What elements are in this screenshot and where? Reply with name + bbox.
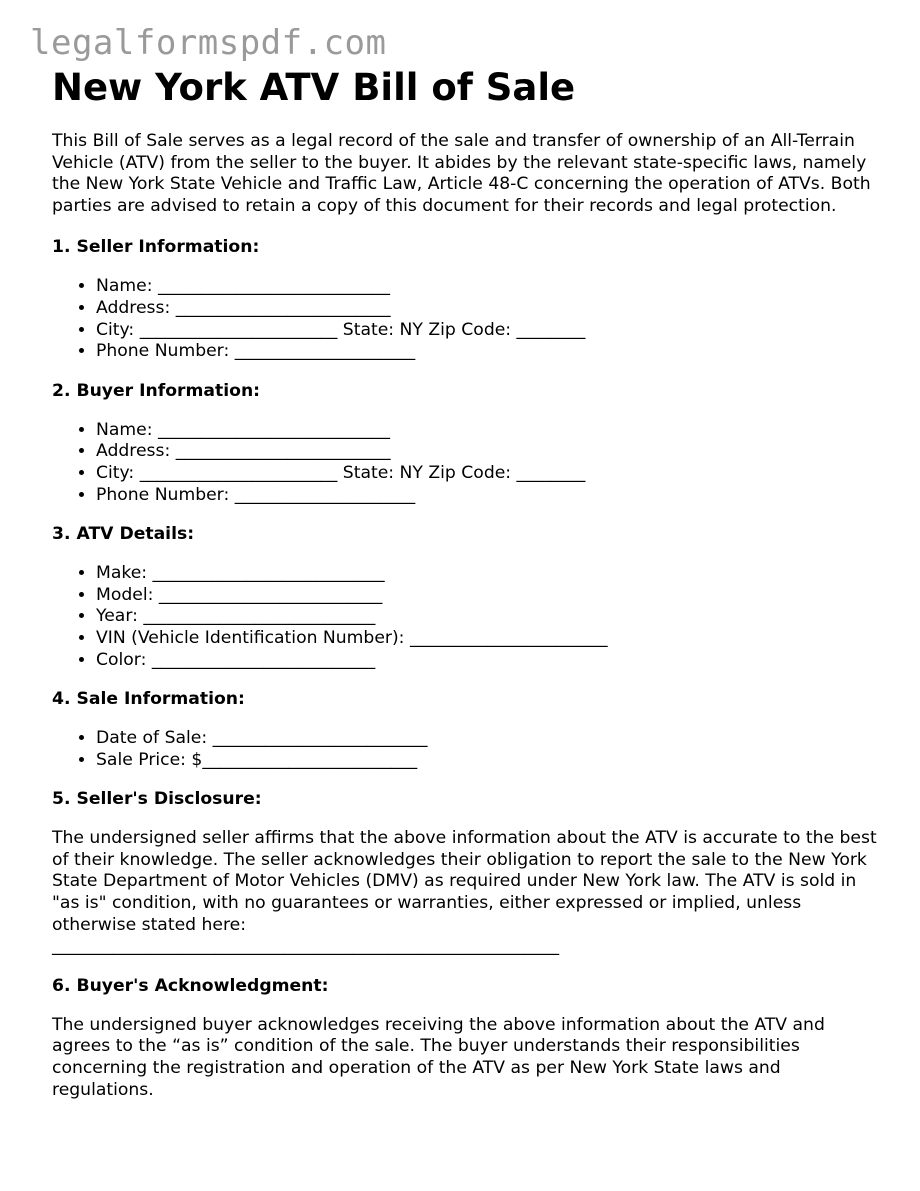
seller-disclosure-text: The undersigned seller affirms that the above information about the ATV is accurate to the best of their knowledge. The seller acknowledges their obligation to report the sale to the New York State Department of Motor Vehicles (DMV) as required under New York law. The ATV is sold in "as is" condition, with no guarantees or warranties, either expressed or implied, unless otherwise stated here: [52,828,877,935]
atv-color-field: • Color: __________________________ [96,650,882,672]
seller-address-field: • Address: _________________________ [96,298,882,320]
seller-info-list [52,276,882,362]
sale-info-list [52,728,882,771]
buyer-phone-field: • Phone Number: _____________________ [96,485,882,507]
document-page [52,64,882,1101]
atv-vin-field: • VIN (Vehicle Identification Number): _______________________ [96,628,882,650]
page-title: New York ATV Bill of Sale [52,66,576,109]
buyer-info-heading: 2. Buyer Information: [52,380,261,401]
seller-phone-field: • Phone Number: _____________________ [96,341,882,363]
seller-disclosure-heading: 5. Seller's Disclosure: [52,789,262,810]
disclosure-blank-line: ___________________________________________________________ [52,936,560,957]
buyer-info-list [52,420,882,506]
atv-model-field: • Model: __________________________ [96,585,882,607]
atv-details-heading: 3. ATV Details: [52,524,195,545]
buyer-acknowledgment-text: The undersigned buyer acknowledges receiving the above information about the ATV and agrees to the “as is” condition of the sale. The buyer understands their responsibilities concerning the registration and operation of the ATV as per New York State laws and regulations. [52,1014,825,1100]
watermark: legalformspdf.com [30,23,387,63]
atv-year-field: • Year: ___________________________ [96,606,882,628]
buyer-acknowledgment-heading: 6. Buyer's Acknowledgment: [52,975,329,996]
buyer-city-state-zip-field: • City: _______________________ State: NY Zip Code: ________ [96,463,882,485]
seller-name-field: • Name: ___________________________ [96,276,882,298]
sale-date-field: • Date of Sale: _________________________ [96,728,882,750]
atv-details-list [52,563,882,671]
sale-info-heading: 4. Sale Information: [52,689,245,710]
atv-make-field: • Make: ___________________________ [96,563,882,585]
buyer-address-field: • Address: _________________________ [96,441,882,463]
intro-paragraph: This Bill of Sale serves as a legal record of the sale and transfer of ownership of an All-Terrain Vehicle (ATV) from the seller to the buyer. It abides by the relevant state-specific laws, namely the New York State Vehicle and Traffic Law, Article 48-C concerning the operation of ATVs. Both parties are advised to retain a copy of this document for their records and legal protection. [52,131,871,216]
buyer-name-field: • Name: ___________________________ [96,420,882,442]
seller-city-state-zip-field: • City: _______________________ State: NY Zip Code: ________ [96,320,882,342]
sale-price-field: • Sale Price: $_________________________ [96,750,882,772]
seller-info-heading: 1. Seller Information: [52,237,260,258]
